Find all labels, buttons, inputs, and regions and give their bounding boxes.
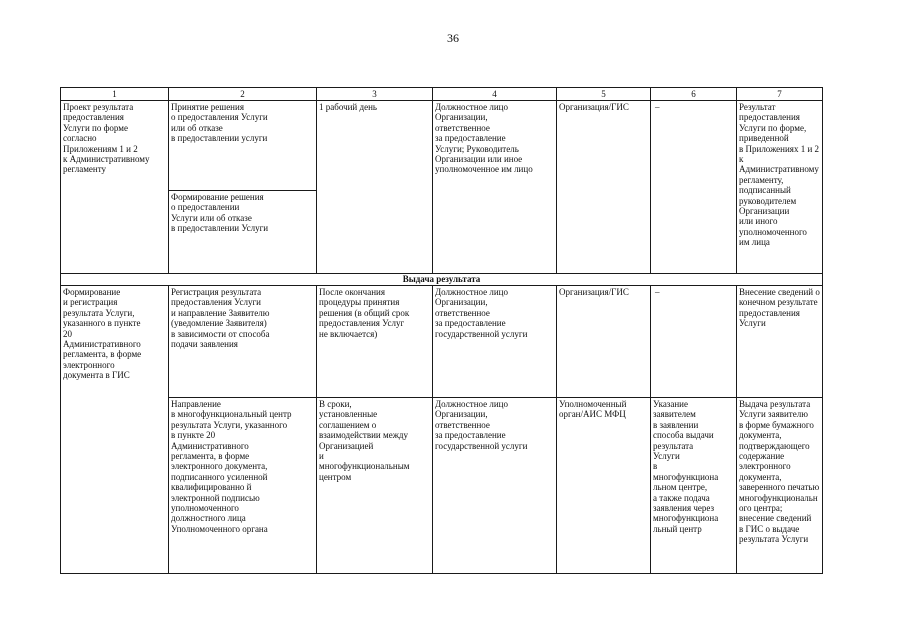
action-cell: Принятие решения о предоставления Услуги или об отказе в предоставлении услуги: [169, 101, 317, 191]
column-number-row: [61, 88, 823, 101]
column-header: 7: [737, 88, 823, 101]
result-cell: Выдача результата Услуги заявителю в форме бумажного документа, подтверждающего содержание электронного документа, заверенного печатью многофункциональн ого центра; внесение сведений в ГИС о выдаче результата Услуги: [737, 398, 823, 574]
system-cell: Организация/ГИС: [557, 286, 651, 398]
result-cell: Результат предоставления Услуги по форме, приведенной в Приложениях 1 и 2 к Административному регламенту, подписанный руководителем Организации или иного уполномоченного им лица: [737, 101, 823, 274]
action-cell: Формирование решения о предоставлении Услуги или об отказе в предоставлении Услуги: [169, 191, 317, 274]
column-header: 4: [433, 88, 557, 101]
procedure-table: [60, 87, 823, 574]
column-header: 1: [61, 88, 169, 101]
page-number: 36: [447, 31, 459, 45]
criteria-cell: Указание заявителем в заявлении способа выдачи результата Услуги в многофункциона льном центре, а также подача заявления через многофункциона льный центр: [651, 398, 737, 574]
table-row: [61, 398, 823, 574]
column-header: 3: [317, 88, 433, 101]
system-cell: Уполномоченный орган/АИС МФЦ: [557, 398, 651, 574]
table-row: [61, 101, 823, 191]
section-row: [61, 274, 823, 286]
section-title: Выдача результата: [61, 274, 823, 286]
action-cell: Направление в многофункциональный центр результата Услуги, указанного в пункте 20 Административного регламента, в форме электронного документа, подписанного усиленной квалифицированно й электронной подписью уполномоченного должностного лица Уполномоченного органа: [169, 398, 317, 574]
action-cell: Регистрация результата предоставления Услуги и направление Заявителю (уведомление Заявителя) в зависимости от способа подачи заявления: [169, 286, 317, 398]
column-header: 5: [557, 88, 651, 101]
responsible-cell: Должностное лицо Организации, ответственное за предоставление Услуги; Руководитель Организации или иное уполномоченное им лицо: [433, 101, 557, 274]
criteria-cell: –: [651, 101, 737, 274]
criteria-cell: –: [651, 286, 737, 398]
term-cell: После окончания процедуры принятия решения (в общий срок предоставления Услуг не включается): [317, 286, 433, 398]
term-cell: В сроки, установленные соглашением о взаимодействии между Организацией и многофункциональным центром: [317, 398, 433, 574]
table-row: [61, 286, 823, 398]
column-header: 6: [651, 88, 737, 101]
result-cell: Внесение сведений о конечном результате предоставления Услуги: [737, 286, 823, 398]
term-cell: 1 рабочий день: [317, 101, 433, 274]
responsible-cell: Должностное лицо Организации, ответственное за предоставление государственной услуги: [433, 286, 557, 398]
responsible-cell: Должностное лицо Организации, ответственное за предоставление государственной услуги: [433, 398, 557, 574]
column-header: 2: [169, 88, 317, 101]
basis-cell: Проект результата предоставления Услуги по форме согласно Приложениям 1 и 2 к Административному регламенту: [61, 101, 169, 274]
system-cell: Организация/ГИС: [557, 101, 651, 274]
basis-cell: Формирование и регистрация результата Услуги, указанного в пункте 20 Административного регламента, в форме электронного документа в ГИС: [61, 286, 169, 574]
